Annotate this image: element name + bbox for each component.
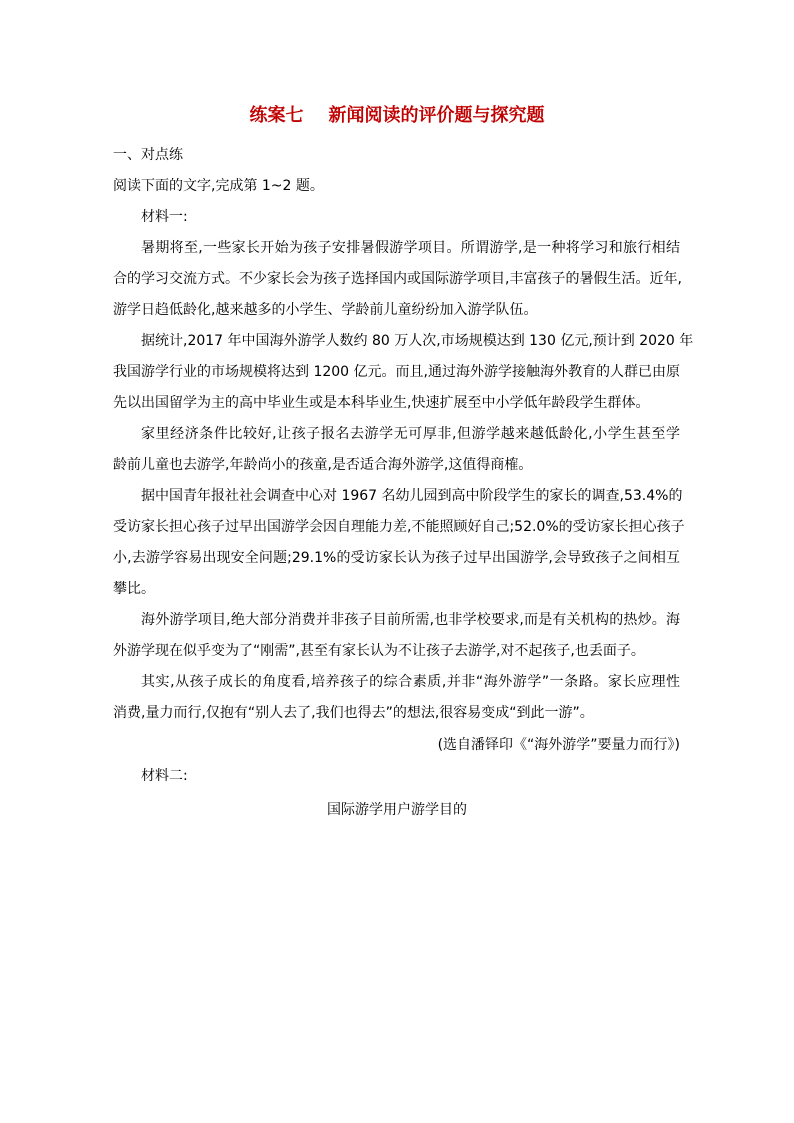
material2-label: 材料二:	[141, 768, 188, 784]
section-heading: 一、对点练	[113, 147, 183, 163]
paragraph-line: 小,去游学容易出现安全问题;29.1%的受访家长认为孩子过早出国游学,会导致孩子之间相互	[113, 550, 680, 566]
paragraph-line: 我国游学行业的市场规模将达到 1200 亿元。而且,通过海外游学接触海外教育的人群已由原	[113, 364, 680, 380]
paragraph-line: 外游学现在似乎变为了“刚需”,甚至有家长认为不让孩子去游学,对不起孩子,也丢面子。	[113, 643, 645, 659]
paragraph-line: 受访家长担心孩子过早出国游学会因自理能力差,不能照顾好自己;52.0%的受访家长担心孩子	[113, 519, 685, 535]
paragraph-line: 据统计,2017 年中国海外游学人数约 80 万人次,市场规模达到 130 亿元,预计到 2020 年	[141, 333, 694, 349]
paragraph-line: 据中国青年报社社会调查中心对 1967 名幼儿园到高中阶段学生的家长的调查,53.4%的	[141, 488, 683, 504]
instruction-text: 阅读下面的文字,完成第 1~2 题。	[113, 178, 324, 194]
document-title: 练案七 新闻阅读的评价题与探究题	[249, 105, 545, 126]
paragraph-line: 海外游学项目,绝大部分消费并非孩子目前所需,也非学校要求,而是有关机构的热炒。海	[141, 612, 680, 628]
paragraph-line: 攀比。	[113, 581, 155, 597]
paragraph-line: 先以出国留学为主的高中毕业生或是本科毕业生,快速扩展至中小学低年龄段学生群体。	[113, 395, 650, 411]
paragraph-line: 暑期将至,一些家长开始为孩子安排暑假游学项目。所谓游学,是一种将学习和旅行相结	[141, 240, 680, 256]
material1-label: 材料一:	[141, 209, 188, 225]
paragraph-line: 消费,量力而行,仅抱有“别人去了,我们也得去”的想法,很容易变成“到此一游”。	[113, 705, 594, 721]
paragraph-line: 龄前儿童也去游学,年龄尚小的孩童,是否适合海外游学,这值得商榷。	[113, 457, 533, 473]
chart-title: 国际游学用户游学目的	[327, 802, 467, 818]
paragraph-line: 其实,从孩子成长的角度看,培养孩子的综合素质,并非“海外游学”一条路。家长应理性	[141, 674, 680, 690]
source-citation: (选自潘铎印《“海外游学”要量力而行》)	[437, 737, 680, 753]
paragraph-line: 游学日趋低龄化,越来越多的小学生、学龄前儿童纷纷加入游学队伍。	[113, 302, 538, 318]
paragraph-line: 家里经济条件比较好,让孩子报名去游学无可厚非,但游学越来越低龄化,小学生甚至学	[141, 426, 680, 442]
paragraph-line: 合的学习交流方式。不少家长会为孩子选择国内或国际游学项目,丰富孩子的暑假生活。近年,	[113, 271, 682, 287]
